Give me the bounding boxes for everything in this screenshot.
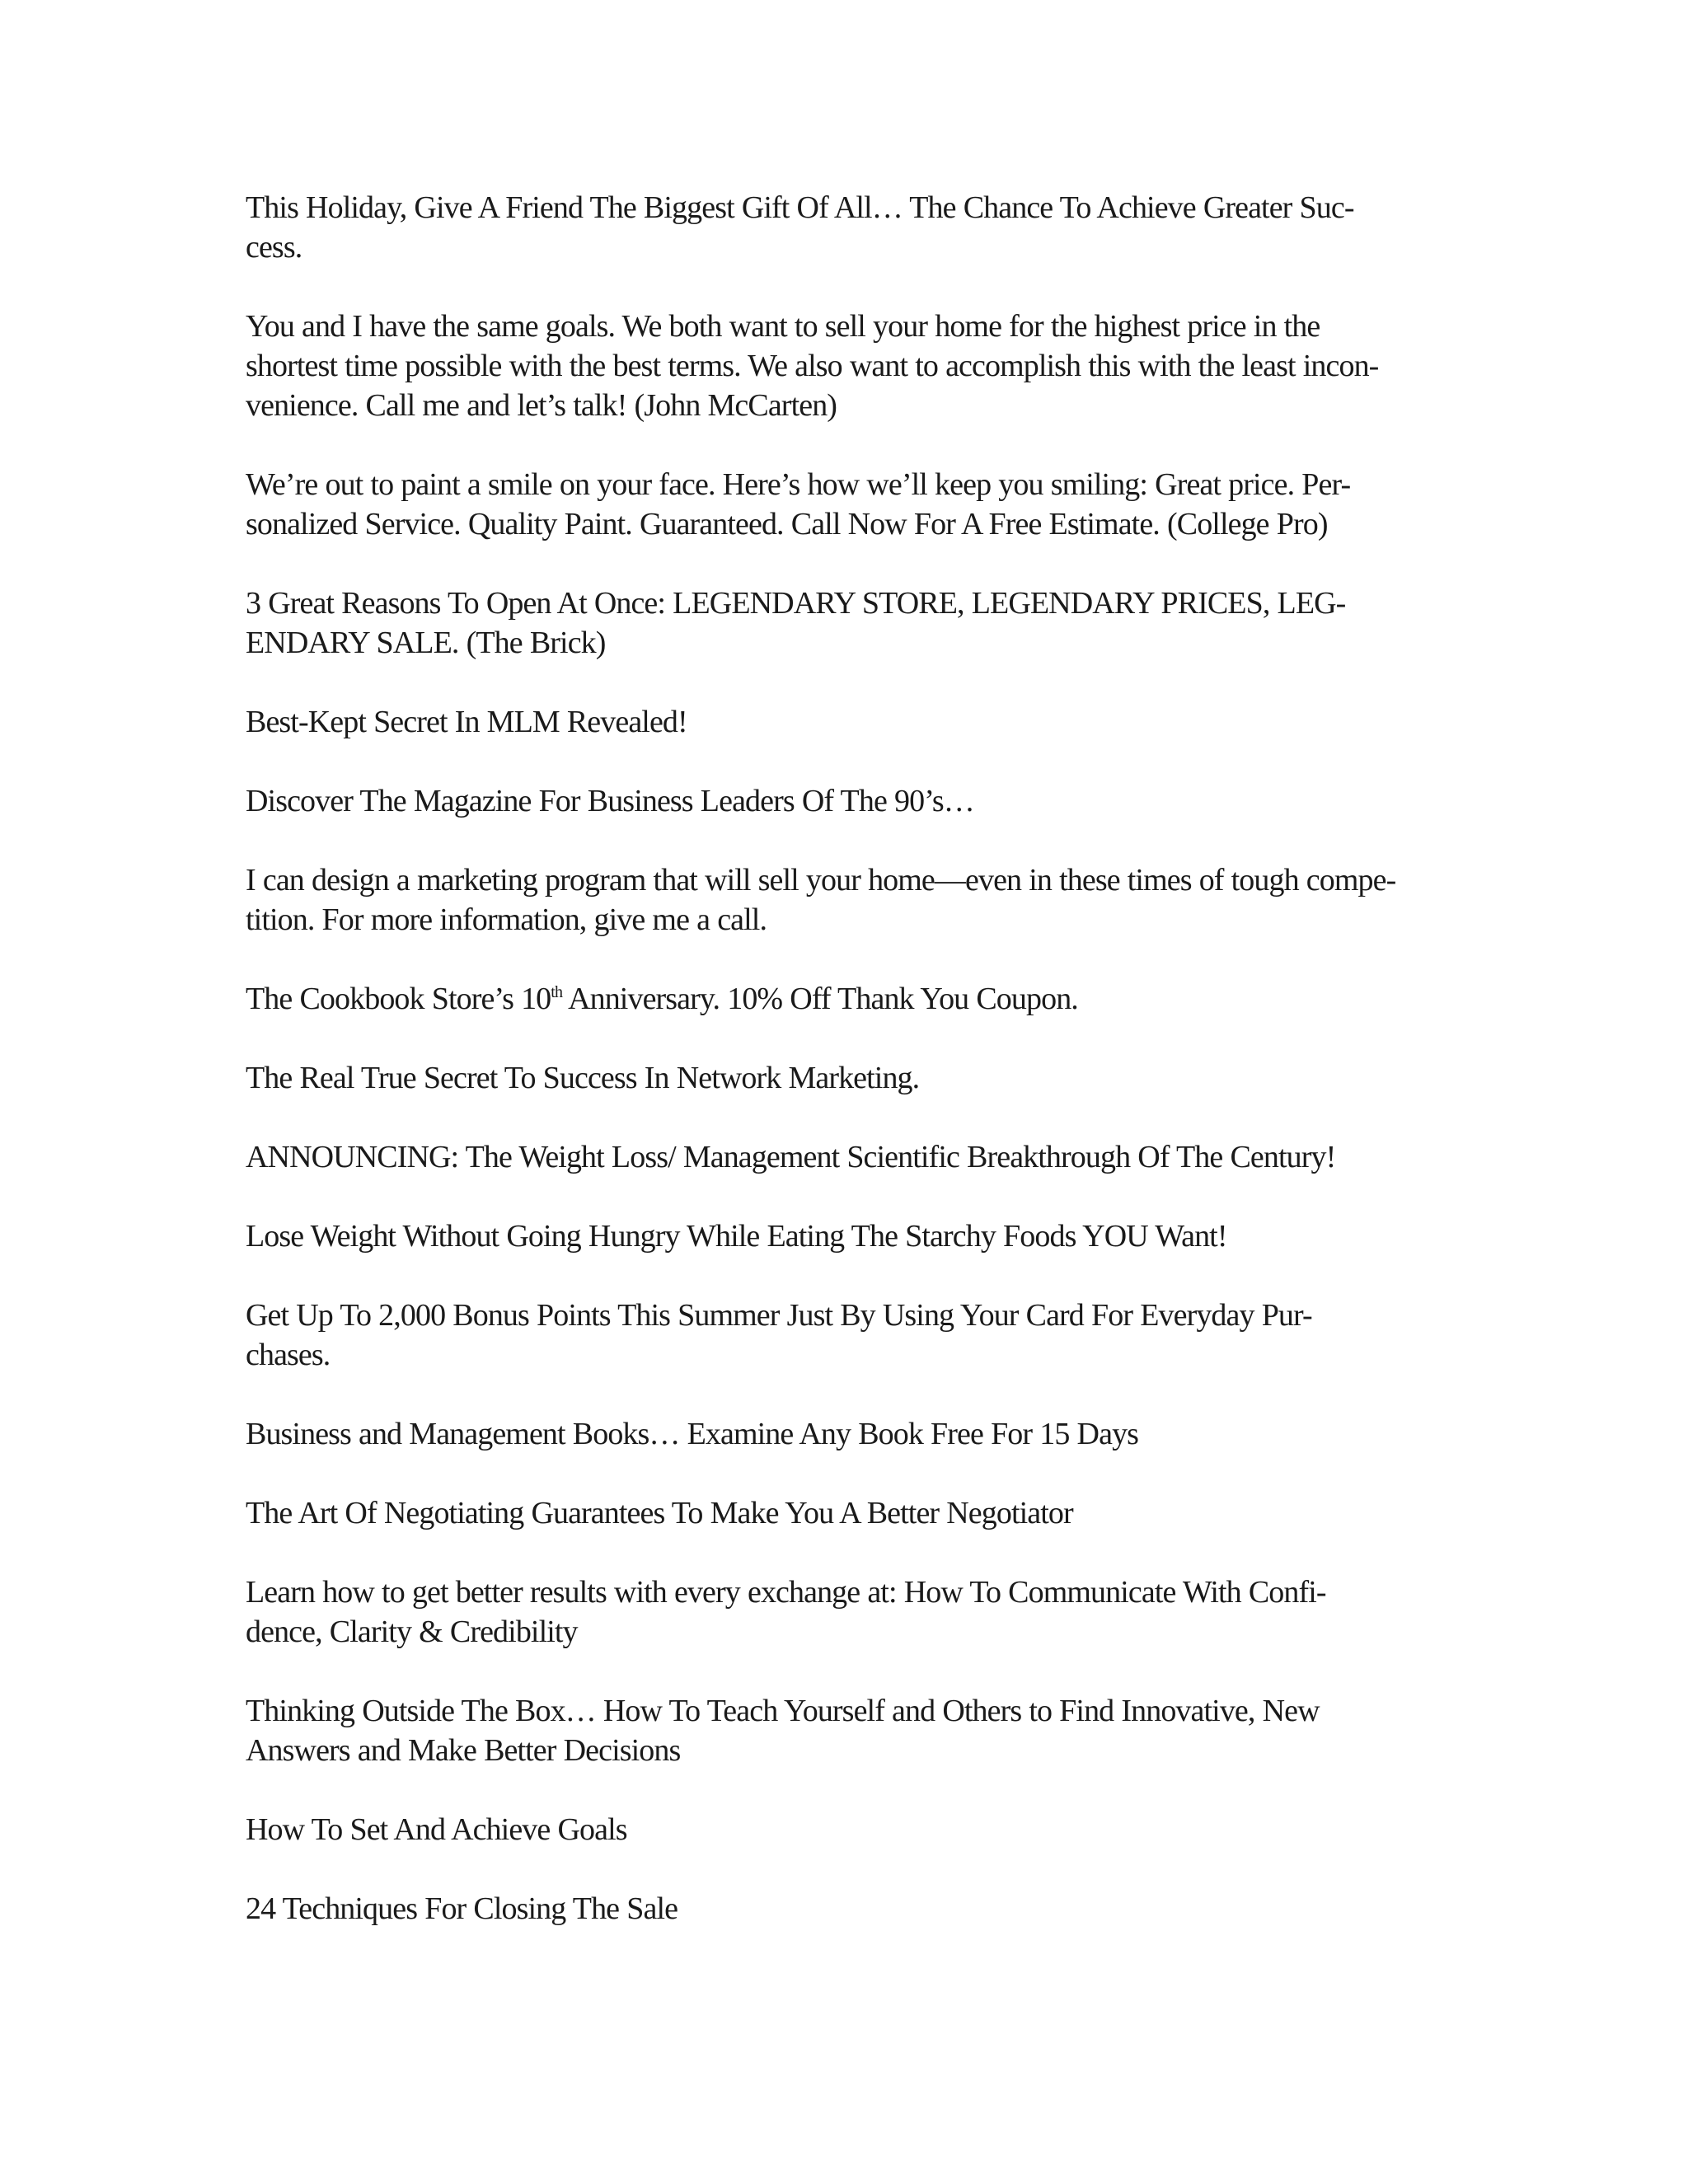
paragraph-line: chases.	[246, 1338, 331, 1372]
paragraph-management-books	[246, 1414, 1424, 1454]
paragraph-line: venience. Call me and let’s talk! (John McCarten)	[246, 388, 837, 423]
paragraph-line: How To Set And Achieve Goals	[246, 1812, 627, 1847]
paragraph-line: Answers and Make Better Decisions	[246, 1733, 681, 1768]
paragraph-line: Learn how to get better results with every exchange at: How To Communicate With Confi-	[246, 1575, 1326, 1610]
paragraph-weight-loss-announcement	[246, 1137, 1424, 1177]
paragraph-outside-the-box	[246, 1691, 1424, 1770]
paragraph-same-goals	[246, 307, 1424, 425]
paragraph-line: Best-Kept Secret In MLM Revealed!	[246, 705, 687, 739]
paragraph-line: sonalized Service. Quality Paint. Guaranteed. Call Now For A Free Estimate. (College Pro)	[246, 507, 1328, 541]
paragraph-paint-smile	[246, 465, 1424, 544]
paragraph-holiday-gift	[246, 188, 1424, 267]
paragraph-cookbook-store	[246, 979, 1424, 1019]
paragraph-line: dence, Clarity & Credibility	[246, 1615, 578, 1649]
paragraph-network-marketing	[246, 1058, 1424, 1098]
ordinal-suffix: th	[551, 983, 563, 1001]
paragraph-mlm-secret	[246, 702, 1424, 742]
paragraph-line: Lose Weight Without Going Hungry While Eating The Starchy Foods YOU Want!	[246, 1219, 1227, 1254]
paragraph-marketing-program	[246, 860, 1424, 940]
paragraph-great-reasons	[246, 583, 1424, 663]
paragraph-line: 3 Great Reasons To Open At Once: LEGENDARY STORE, LEGENDARY PRICES, LEG-	[246, 586, 1346, 621]
paragraph-set-goals	[246, 1810, 1424, 1849]
paragraph-bonus-points	[246, 1296, 1424, 1375]
paragraph-line: ANNOUNCING: The Weight Loss/ Management Scientific Breakthrough Of The Century!	[246, 1140, 1336, 1174]
cookbook-text-before: The Cookbook Store’s 10	[246, 982, 551, 1016]
paragraph-communicate-confidence	[246, 1572, 1424, 1652]
document-body	[246, 188, 1424, 1968]
paragraph-line: This Holiday, Give A Friend The Biggest Gift Of All… The Chance To Achieve Greater Suc-	[246, 190, 1354, 225]
paragraph-line: I can design a marketing program that will sell your home—even in these times of tough compe-	[246, 863, 1396, 898]
paragraph-line: Get Up To 2,000 Bonus Points This Summer Just By Using Your Card For Everyday Pur-	[246, 1298, 1312, 1333]
paragraph-line: Business and Management Books… Examine Any Book Free For 15 Days	[246, 1417, 1139, 1451]
paragraph-line: The Real True Secret To Success In Network Marketing.	[246, 1061, 920, 1095]
paragraph-line: Discover The Magazine For Business Leaders Of The 90’s…	[246, 784, 974, 818]
paragraph-line: You and I have the same goals. We both want to sell your home for the highest price in the	[246, 309, 1320, 344]
paragraph-line: The Art Of Negotiating Guarantees To Make You A Better Negotiator	[246, 1496, 1073, 1530]
paragraph-art-of-negotiating	[246, 1493, 1424, 1533]
paragraph-line: 24 Techniques For Closing The Sale	[246, 1891, 678, 1926]
paragraph-lose-weight	[246, 1216, 1424, 1256]
paragraph-line	[246, 979, 1424, 1019]
paragraph-line: ENDARY SALE. (The Brick)	[246, 626, 606, 660]
paragraph-magazine	[246, 781, 1424, 821]
cookbook-text-after: Anniversary. 10% Off Thank You Coupon.	[562, 982, 1078, 1016]
paragraph-closing-techniques	[246, 1889, 1424, 1929]
paragraph-line: cess.	[246, 230, 302, 265]
paragraph-line: We’re out to paint a smile on your face. Here’s how we’ll keep you smiling: Great price. Per-	[246, 467, 1351, 502]
paragraph-line: tition. For more information, give me a call.	[246, 902, 767, 937]
paragraph-line: Thinking Outside The Box… How To Teach Yourself and Others to Find Innovative, New	[246, 1694, 1320, 1728]
paragraph-line: shortest time possible with the best terms. We also want to accomplish this with the least incon-	[246, 349, 1379, 383]
